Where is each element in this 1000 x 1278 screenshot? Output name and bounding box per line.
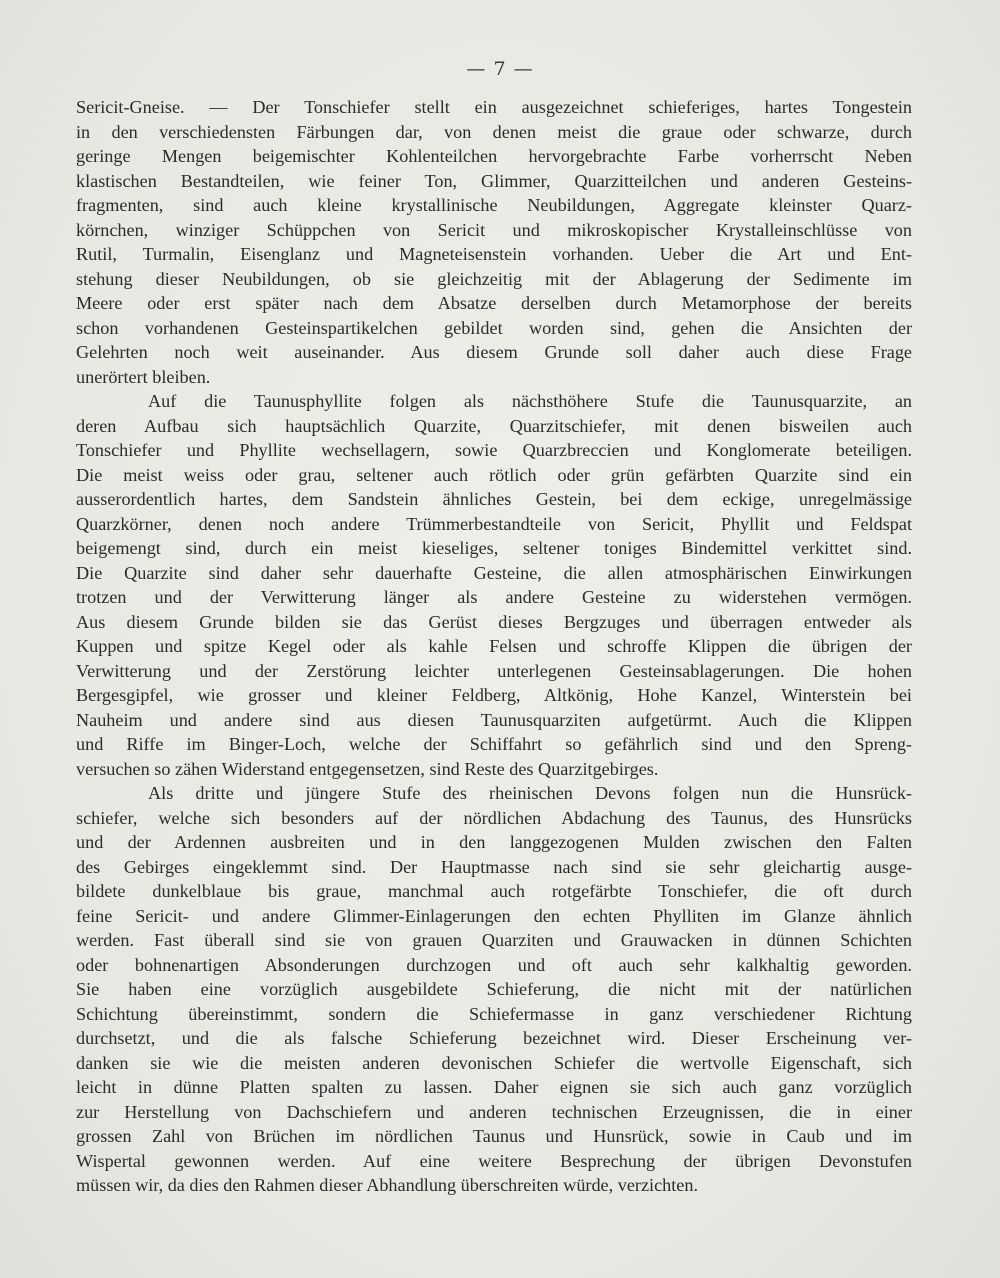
text-line: Nauheim und andere sind aus diesen Taunusquarziten aufgetürmt. Auch die Klippen <box>76 709 912 730</box>
text-line: Bergesgipfel, wie grosser und kleiner Feldberg, Altkönig, Hohe Kanzel, Winterstein bei <box>76 685 912 705</box>
text-line: werden. Fast überall sind sie von grauen Quarziten und Grauwacken in dünnen Schichten <box>76 930 912 950</box>
text-line: bildete dunkelblaue bis graue, manchmal auch rotgefärbte Tonschiefer, die oft durch <box>76 881 912 901</box>
text-line: leicht in dünne Platten spalten zu lassen. Daher eignen sie sich auch ganz vorzüglich <box>76 1077 912 1097</box>
text-line: deren Aufbau sich hauptsächlich Quarzite, Quarzitschiefer, mit denen bisweilen auch <box>76 415 912 436</box>
text-line: Verwitterung und der Zerstörung leichter unterlegenen Gesteinsablagerungen. Die hohen <box>76 660 912 681</box>
text-line: feine Sericit- und andere Glimmer-Einlagerungen den echten Phylliten im Glanze ähnlich <box>76 905 912 926</box>
text-line: beigemengt sind, durch ein meist kieseliges, seltener toniges Bindemittel verkittet sind. <box>76 538 912 558</box>
text-line: unerörtert bleiben. <box>76 366 211 387</box>
text-line: müssen wir, da dies den Rahmen dieser Abhandlung überschreiten würde, verzichten. <box>76 1175 699 1195</box>
text-line: fragmenten, sind auch kleine krystallinische Neubildungen, Aggregate kleinster Quarz- <box>76 195 912 215</box>
text-line: Die Quarzite sind daher sehr dauerhafte Gesteine, die allen atmosphärischen Einwirkungen <box>76 562 912 583</box>
text-line: Die meist weiss oder grau, seltener auch rötlich oder grün gefärbten Quarzite sind ein <box>76 464 912 485</box>
text-line: oder bohnenartigen Absonderungen durchzogen und oft auch sehr kalkhaltig geworden. <box>76 954 912 975</box>
text-line: Rutil, Turmalin, Eisenglanz und Magneteisenstein vorhanden. Ueber die Art und Ent- <box>76 244 912 264</box>
text-line: zur Herstellung von Dachschiefern und anderen technischen Erzeugnissen, die in einer <box>76 1101 912 1122</box>
text-line: Wispertal gewonnen werden. Auf eine weitere Besprechung der übrigen Devonstufen <box>76 1150 912 1171</box>
text-line: schiefer, welche sich besonders auf der nördlichen Abdachung des Taunus, des Hunsrücks <box>76 807 912 828</box>
text-line: grossen Zahl von Brüchen im nördlichen Taunus und Hunsrück, sowie in Caub und im <box>76 1126 912 1146</box>
text-line: durchsetzt, und die als falsche Schieferung bezeichnet wird. Dieser Erscheinung ver- <box>76 1028 912 1048</box>
body-text <box>76 95 912 1198</box>
text-line: Schichtung übereinstimmt, sondern die Schiefermasse in ganz verschiedener Richtung <box>76 1003 912 1024</box>
text-line: danken sie wie die meisten anderen devonischen Schiefer die wertvolle Eigenschaft, sich <box>76 1052 912 1073</box>
text-line: Tonschiefer und Phyllite wechsellagern, sowie Quarzbreccien und Konglomerate beteiligen. <box>76 440 912 460</box>
text-line: und Riffe im Binger-Loch, welche der Schiffahrt so gefährlich sind und den Spreng- <box>76 734 912 754</box>
text-line: ausserordentlich hartes, dem Sandstein ähnliches Gestein, bei dem eckige, unregelmässige <box>76 489 912 509</box>
text-line: Aus diesem Grunde bilden sie das Gerüst dieses Bergzuges und überragen entweder als <box>76 611 912 632</box>
text-line: Auf die Taunusphyllite folgen als nächsthöhere Stufe die Taunusquarzite, an <box>148 391 912 411</box>
text-line: versuchen so zähen Widerstand entgegensetzen, sind Reste des Quarzitgebirges. <box>76 758 659 779</box>
text-line: Sericit-Gneise. — Der Tonschiefer stellt ein ausgezeichnet schieferiges, hartes Tongestein <box>76 97 912 117</box>
text-line: trotzen und der Verwitterung länger als andere Gesteine zu widerstehen vermögen. <box>76 587 912 607</box>
page-number: — 7 — <box>466 58 534 80</box>
text-line: in den verschiedensten Färbungen dar, von denen meist die graue oder schwarze, durch <box>76 121 912 142</box>
text-line: Sie haben eine vorzüglich ausgebildete Schieferung, die nicht mit der natürlichen <box>76 979 912 999</box>
text-line: Quarzkörner, denen noch andere Trümmerbestandteile von Sericit, Phyllit und Feldspat <box>76 513 912 534</box>
text-line: Gelehrten noch weit auseinander. Aus diesem Grunde soll daher auch diese Frage <box>76 342 912 362</box>
text-line: des Gebirges eingeklemmt sind. Der Hauptmasse nach sind sie sehr gleichartig ausge- <box>76 856 912 877</box>
text-line: geringe Mengen beigemischter Kohlenteilchen hervorgebrachte Farbe vorherrscht Neben <box>76 146 912 166</box>
text-line: Meere oder erst später nach dem Absatze derselben durch Metamorphose der bereits <box>76 293 912 313</box>
text-line: Als dritte und jüngere Stufe des rheinischen Devons folgen nun die Hunsrück- <box>148 783 912 803</box>
text-line: Kuppen und spitze Kegel oder als kahle Felsen und schroffe Klippen die übrigen der <box>76 636 912 656</box>
text-line: schon vorhandenen Gesteinspartikelchen gebildet worden sind, gehen die Ansichten der <box>76 317 912 338</box>
text-line: und der Ardennen ausbreiten und in den langgezogenen Mulden zwischen den Falten <box>76 832 912 852</box>
text-line: klastischen Bestandteilen, wie feiner Ton, Glimmer, Quarzitteilchen und anderen Gesteins- <box>76 170 912 191</box>
text-line: körnchen, winziger Schüppchen von Sericit und mikroskopischer Krystalleinschlüsse von <box>76 219 912 240</box>
text-line: stehung dieser Neubildungen, ob sie gleichzeitig mit der Ablagerung der Sedimente im <box>76 268 912 289</box>
